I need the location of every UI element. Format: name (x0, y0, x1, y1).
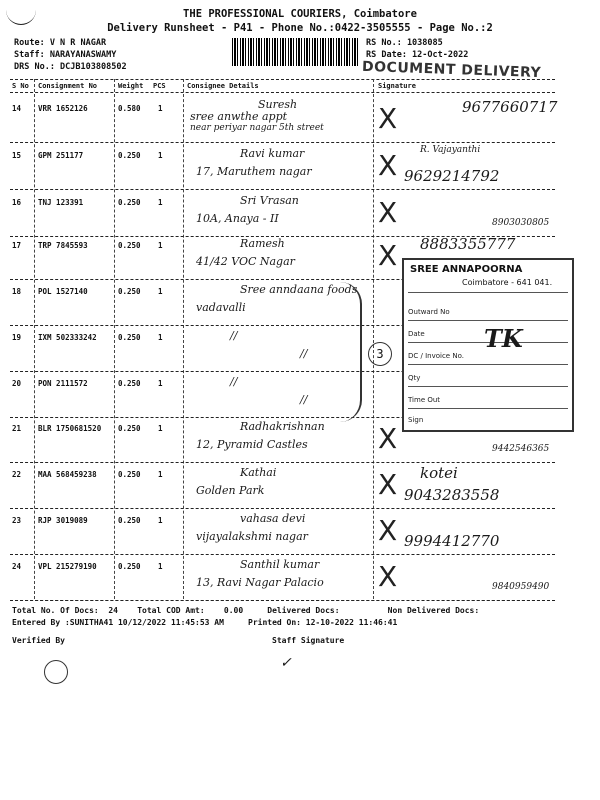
consignee-name: Kathai (240, 466, 277, 479)
stamp-city: Coimbatore - 641 041. (462, 278, 553, 287)
signature-phone: 8903030805 (492, 218, 550, 228)
stamp-company-name: SREE ANNAPOORNA (410, 264, 523, 275)
row-sno: 21 (12, 424, 22, 433)
verified-initial-mark (44, 660, 68, 684)
row-pcs: 1 (158, 198, 163, 207)
row-consignment-no: TRP 7845593 (38, 241, 88, 250)
signature-phone: 9043283558 (404, 486, 500, 504)
row-sno: 20 (12, 379, 22, 388)
staff-signature-label: Staff Signature (272, 636, 345, 645)
office-stamp (402, 258, 574, 432)
rs-number: RS No.: 1038085 (366, 38, 443, 48)
row-consignment-no: TNJ 123391 (38, 198, 84, 207)
stamp-rule (408, 364, 568, 365)
consignee-address: vijayalakshmi nagar (196, 530, 308, 543)
row-weight: 0.250 (118, 424, 141, 433)
signature-text: kotei (420, 464, 458, 482)
consignee-address: vadavalli (196, 301, 246, 314)
signature-phone: 9840959490 (492, 582, 550, 592)
row-sno: 18 (12, 287, 22, 296)
row-consignment-no: BLR 1750681520 (38, 424, 102, 433)
row-consignment-no: PON 2111572 (38, 379, 88, 388)
row-pcs: 1 (158, 104, 163, 113)
consignee-name: Sri Vrasan (240, 194, 299, 207)
row-pcs: 1 (158, 241, 163, 250)
staff-label: Staff: NARAYANASWAMY (14, 50, 117, 60)
stamp-field-timeout: Time Out (408, 396, 441, 404)
signature-cross: X (378, 239, 398, 272)
stamp-field-outward: Outward No (408, 308, 450, 316)
row-weight: 0.250 (118, 562, 141, 571)
signature-text: 8883355777 (420, 235, 516, 253)
runsheet-subtitle: Delivery Runsheet - P41 - Phone No.:0422-3505555 - Page No.:2 (107, 22, 493, 34)
row-consignment-no: GPM 251177 (38, 151, 84, 160)
row-sno: 17 (12, 241, 22, 250)
stamp-field-sign: Sign (408, 416, 424, 424)
consignee-name: // (230, 375, 238, 388)
row-pcs: 1 (158, 562, 163, 571)
col-header-sno: S No (12, 82, 29, 90)
entered-line: Entered By :SUNITHA41 10/12/2022 11:45:53 AM Printed On: 12-10-2022 11:46:41 (12, 618, 398, 627)
stamp-field-dc: DC / Invoice No. (408, 352, 464, 360)
consignee-name: Sree anndaana foods (240, 283, 358, 296)
route-label: Route: V N R NAGAR (14, 38, 107, 48)
row-consignment-no: MAA 568459238 (38, 470, 97, 479)
row-sno: 19 (12, 333, 22, 342)
consignee-address: 12, Pyramid Castles (196, 438, 308, 451)
stamp-field-date: Date (408, 330, 425, 338)
signature-cross: X (378, 102, 398, 135)
row-sno: 24 (12, 562, 22, 571)
row-sno: 15 (12, 151, 22, 160)
row-weight: 0.250 (118, 151, 141, 160)
consignee-address: // (300, 393, 308, 406)
row-sno: 22 (12, 470, 22, 479)
row-pcs: 1 (158, 333, 163, 342)
row-consignment-no: RJP 3019089 (38, 516, 88, 525)
consignee-address: Golden Park (196, 484, 265, 497)
signature-cross: X (378, 149, 398, 182)
consignee-name: Ramesh (240, 237, 285, 250)
staff-signature-mark: ✓ (280, 655, 292, 671)
signature-cross: X (378, 468, 398, 501)
signature-phone: 9629214792 (404, 167, 500, 185)
col-header-pcs: PCS (153, 82, 166, 90)
consignee-name: Ravi kumar (240, 147, 305, 160)
consignee-address: 13, Ravi Nagar Palacio (196, 576, 324, 589)
col-header-consignment: Consignment No (38, 82, 98, 90)
signature-phone: 9442546365 (492, 444, 550, 454)
col-header-consignee: Consignee Details (187, 82, 259, 90)
row-pcs: 1 (158, 379, 163, 388)
consignee-name: Santhil kumar (240, 558, 320, 571)
column-rule (114, 79, 115, 599)
barcode (232, 38, 360, 66)
row-divider (10, 508, 555, 509)
row-weight: 0.250 (118, 333, 141, 342)
stamp-scrawl: TK (484, 324, 523, 353)
stamp-field-qty: Qty (408, 374, 421, 382)
signature-cross: X (378, 560, 398, 593)
row-pcs: 1 (158, 470, 163, 479)
signature-cross: X (378, 196, 398, 229)
row-pcs: 1 (158, 516, 163, 525)
row-sno: 14 (12, 104, 22, 113)
row-divider (10, 189, 555, 190)
totals-line: Total No. Of Docs: 24 Total COD Amt: 0.00 Delivered Docs: Non Delivered Docs: (12, 606, 480, 615)
signature-text: 9677660717 (462, 98, 558, 116)
row-consignment-no: IXM 502333242 (38, 333, 97, 342)
verified-label: Verified By (12, 636, 65, 645)
row-weight: 0.250 (118, 379, 141, 388)
row-weight: 0.250 (118, 516, 141, 525)
consignee-address: 41/42 VOC Nagar (196, 255, 295, 268)
signature-phone: 9994412770 (404, 532, 500, 550)
row-weight: 0.580 (118, 104, 141, 113)
consignee-address: 17, Maruthem nagar (196, 165, 312, 178)
col-header-weight: Weight (118, 82, 144, 90)
consignee-address: // (300, 347, 308, 360)
row-weight: 0.250 (118, 198, 141, 207)
consignee-line: sree anwthe appt (190, 110, 288, 123)
row-divider (10, 462, 555, 463)
stamp-rule (408, 320, 568, 321)
company-title: THE PROFESSIONAL COURIERS, Coimbatore (183, 8, 417, 20)
bracket-mark (340, 282, 362, 422)
document-delivery-stamp: DOCUMENT DELIVERY (361, 58, 542, 82)
stamp-rule (408, 386, 568, 387)
divider (10, 79, 555, 80)
row-pcs: 1 (158, 287, 163, 296)
stamp-rule (408, 292, 568, 293)
column-rule (183, 79, 184, 599)
row-weight: 0.250 (118, 470, 141, 479)
consignee-name: Suresh (258, 98, 298, 111)
consignee-address: near periyar nagar 5th street (190, 123, 324, 133)
row-consignment-no: VRR 1652126 (38, 104, 88, 113)
row-weight: 0.250 (118, 241, 141, 250)
row-divider (10, 142, 555, 143)
row-sno: 16 (12, 198, 22, 207)
row-consignment-no: POL 1527140 (38, 287, 88, 296)
row-weight: 0.250 (118, 287, 141, 296)
divider (10, 92, 555, 93)
drs-number: DRS No.: DCJB103808502 (14, 62, 127, 72)
column-rule (373, 79, 374, 599)
rs-date: RS Date: 12-Oct-2022 (366, 50, 469, 60)
col-header-signature: Signature (378, 82, 416, 90)
row-divider (10, 554, 555, 555)
stamp-rule (408, 408, 568, 409)
column-rule (34, 79, 35, 599)
row-sno: 23 (12, 516, 22, 525)
signature-cross: X (378, 514, 398, 547)
consignee-name: vahasa devi (240, 512, 306, 525)
row-pcs: 1 (158, 151, 163, 160)
divider (10, 600, 555, 601)
signature-cross: X (378, 422, 398, 455)
consignee-name: // (230, 329, 238, 342)
row-consignment-no: VPL 215279190 (38, 562, 97, 571)
consignee-name: Radhakrishnan (240, 420, 325, 433)
consignee-address: 10A, Anaya - II (196, 212, 279, 225)
signature-text: R. Vajayanthi (420, 145, 481, 155)
circled-count: 3 (368, 342, 392, 366)
row-pcs: 1 (158, 424, 163, 433)
